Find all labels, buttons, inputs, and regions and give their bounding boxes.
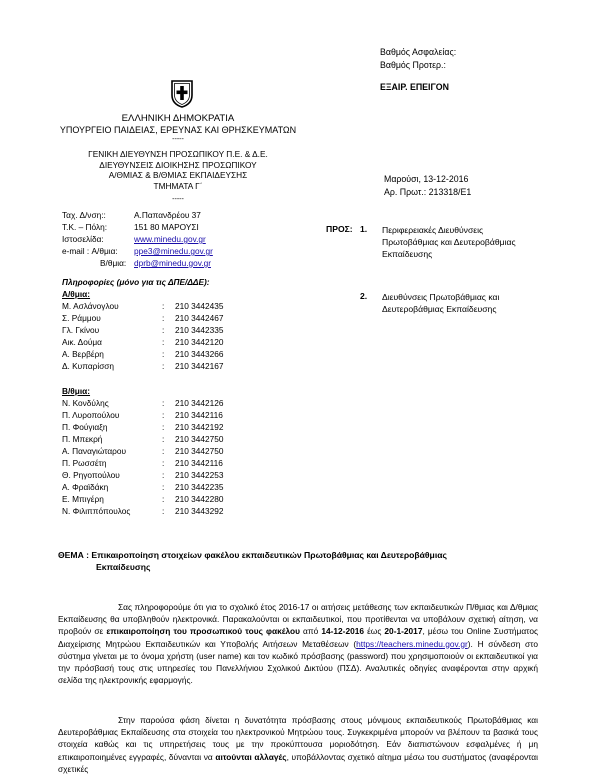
email-label: e-mail : Α/θμια:: [62, 246, 118, 256]
contact-name: Δ. Κυπαρίσση: [62, 361, 115, 371]
body-paragraph-2: [58, 714, 538, 775]
text-run: , υποβάλλοντας σχετικό αίτημα μέσω του συστήματος (αναφέρονται σχετικές: [58, 751, 538, 774]
website-link[interactable]: www.minedu.gov.gr: [134, 234, 206, 244]
contact-row: [62, 338, 302, 348]
colon: :: [162, 434, 165, 444]
security-level: Βαθμός Ασφαλείας:: [380, 47, 457, 57]
contact-phone: 210 3442335: [175, 325, 224, 335]
postal-label: Τ.Κ. – Πόλη:: [62, 222, 108, 232]
colon: :: [162, 422, 165, 432]
colon: :: [162, 446, 165, 456]
contact-name: Α. Φραϊδάκη: [62, 482, 109, 492]
colon: :: [162, 313, 165, 323]
email-secondary-link[interactable]: dprb@minedu.gov.gr: [134, 258, 211, 268]
document-date: Μαρούσι, 13-12-2016: [384, 174, 469, 184]
contact-phone: 210 3442116: [175, 410, 223, 420]
address-label: Ταχ. Δ/νση::: [62, 210, 106, 220]
subject-line-continued: Εκπαίδευσης: [96, 562, 151, 572]
contact-phone: 210 3442126: [175, 398, 224, 408]
recipient-line: Δευτεροβάθμιας Εκπαίδευσης: [382, 304, 497, 314]
contact-name: Π. Ρωσσέτη: [62, 458, 107, 468]
text-run: από: [300, 626, 322, 637]
contact-phone: 210 3442280: [175, 494, 224, 504]
body-paragraph-1: [58, 601, 538, 686]
contact-row: [62, 350, 302, 360]
contact-name: Θ. Ρηγοπούλου: [62, 470, 120, 480]
text-run: , μέσω του Online Συστήματος Διαχείρισης Μητρώου Εκπαιδευτικών και Υποβολής Αιτήσεων Μεταθέσεων (: [58, 626, 539, 649]
protocol-number: Αρ. Πρωτ.: 213318/Ε1: [384, 187, 472, 197]
colon: :: [162, 301, 165, 311]
text-run: ). Η σύνδεση στο σύστημα γίνεται με το όνομα χρήστη (user name) και τον κωδικό πρόσβασης (password) που χρησιμοποιούν οι εκπαιδευτικοί για την πρόσβασή τους στις υπηρεσίες του Πανελλήνιου Σχολικού Δικτύου (ΠΣΔ). Αναλυτικές οδηγίες αναφέρονται στην αρχική σελίδα της ηλεκτρονικής εφαρμογής.: [58, 638, 538, 686]
contact-row: [62, 459, 302, 469]
colon: :: [162, 398, 165, 408]
contact-row: [62, 483, 302, 493]
colon: :: [162, 325, 165, 335]
contact-name: Ν. Κονδύλης: [62, 398, 109, 408]
contact-phone: 210 3442253: [175, 470, 224, 480]
recipient-number: 1.: [360, 224, 368, 234]
postal-value: 151 80 ΜΑΡΟΥΣΙ: [134, 222, 199, 232]
contact-phone: 210 3442467: [175, 313, 224, 323]
contact-name: Α. Βερβέρη: [62, 349, 104, 359]
colon: :: [162, 349, 165, 359]
text-run: έως: [364, 626, 385, 637]
colon: :: [162, 337, 165, 347]
priority-level: Βαθμός Προτερ.:: [380, 60, 446, 70]
contact-phone: 210 3442116: [175, 458, 223, 468]
contact-phone: 210 3442120: [175, 337, 224, 347]
secondary-heading: Β/θμια:: [62, 386, 91, 396]
separator: -----: [172, 196, 184, 203]
contact-name: Π. Φούγιαξη: [62, 422, 108, 432]
end-date: 20-1-2017: [384, 626, 423, 637]
contact-phone: 210 3442750: [175, 446, 224, 456]
teachers-portal-link[interactable]: https://teachers.minedu.gov.gr: [356, 638, 468, 649]
dept-line: ΔΙΕΥΘΥΝΣΕΙΣ ΔΙΟΙΚΗΣΗΣ ΠΡΟΣΩΠΙΚΟΥ: [99, 159, 257, 170]
separator: -----: [172, 136, 184, 143]
contact-row: [62, 326, 302, 336]
recipient-2: [382, 291, 499, 315]
contact-phone: 210 3443266: [175, 349, 224, 359]
contact-row: [62, 362, 302, 372]
contact-name: Σ. Ράμμου: [62, 313, 101, 323]
contact-row: [62, 495, 302, 505]
dept-line: Α/ΘΜΙΑΣ & Β/ΘΜΙΑΣ ΕΚΠΑΙΔΕΥΣΗΣ: [108, 170, 248, 180]
address-value: Α.Παπανδρέου 37: [134, 210, 201, 220]
recipient-line: Πρωτοβάθμιας και Δευτεροβάθμιας: [382, 237, 516, 247]
colon: :: [162, 470, 165, 480]
recipient-line: Διευθύνσεις Πρωτοβάθμιας και: [382, 292, 500, 302]
department-block: [20, 149, 336, 191]
dept-line: ΤΜΗΜΑΤΑ Γ΄: [153, 180, 203, 191]
urgent-label: ΕΞΑΙΡ. ΕΠΕΙΓΟΝ: [380, 82, 449, 92]
text-run: Σας πληροφορούμε ότι για το σχολικό έτος 2016-17 οι αιτήσεις μετάθεσης των εκπαιδευτικών Π/θμιας και Δ/θμιας Εκπαίδευσης θα υποβληθούν ηλεκτρονικά. Παρακαλούνται οι εκπαιδευτικοί, που προτίθενται να υποβάλουν σχετική αίτηση, να προβούν σε: [58, 602, 538, 637]
emphasis-text: επικαιροποίηση του προσωπικού τους φακέλου: [106, 626, 300, 637]
contact-name: Ν. Φιλιππόπουλος: [62, 506, 131, 516]
contact-phone: 210 3442192: [175, 422, 224, 432]
republic-title: ΕΛΛΗΝΙΚΗ ΔΗΜΟΚΡΑΤΙΑ: [121, 113, 235, 124]
contact-phone: 210 3442167: [175, 361, 224, 371]
recipients-label: ΠΡΟΣ:: [326, 224, 353, 234]
colon: :: [162, 458, 165, 468]
colon: :: [162, 494, 165, 504]
contact-name: Α. Παναγιώταρου: [62, 446, 127, 456]
website-label: Ιστοσελίδα:: [62, 234, 104, 244]
greek-emblem-icon: [168, 78, 196, 108]
contact-row: [62, 302, 302, 312]
contact-row: [62, 423, 302, 433]
contact-row: [62, 314, 302, 324]
colon: :: [162, 506, 165, 516]
contact-name: Π. Μπεκρή: [62, 434, 103, 444]
recipient-1: [382, 224, 516, 260]
info-heading: Πληροφορίες (μόνο για τις ΔΠΕ/ΔΔΕ):: [62, 277, 210, 287]
contact-phone: 210 3442435: [175, 301, 224, 311]
colon: :: [162, 361, 165, 371]
contact-name: Π. Λυροπούλου: [62, 410, 120, 420]
email-secondary-label: Β/θμια:: [100, 258, 127, 268]
contact-name: Αικ. Δούμα: [62, 337, 102, 347]
contact-row: [62, 399, 302, 409]
recipient-line: Περιφερειακές Διευθύνσεις: [382, 225, 484, 235]
text-run: Στην παρούσα φάση δίνεται η δυνατότητα πρόσβασης στους μόνιμους εκπαιδευτικούς Πρωτοβάθμιας και Δευτεροβάθμιας Εκπαίδευσης στα στοιχεία του ηλεκτρονικού Μητρώου τους. Συγκεκριμένα μπορούν να βλέπουν τα βασικά τους στοιχεία καθώς και τις υπηρετήσεις τους με την προκύπτουσα μοριοδότηση. Εάν διαπιστώνουν εσφαλμένες ή μη επικαιροποιημένες εγγραφές, δύνανται να: [58, 715, 538, 762]
contact-row: [62, 447, 302, 457]
start-date: 14-12-2016: [321, 626, 365, 637]
contact-name: Ε. Μπιγέρη: [62, 494, 104, 504]
contact-row: [62, 507, 302, 517]
email-primary-link[interactable]: ppe3@minedu.gov.gr: [134, 246, 213, 256]
subject-line: ΘΕΜΑ : Επικαιροποίηση στοιχείων φακέλου εκπαιδευτικών Πρωτοβάθμιας και Δευτεροβάθμιας: [58, 550, 447, 560]
ministry-title: ΥΠΟΥΡΓΕΙΟ ΠΑΙΔΕΙΑΣ, ΕΡΕΥΝΑΣ ΚΑΙ ΘΡΗΣΚΕΥΜΑΤΩΝ: [59, 125, 297, 135]
contact-row: [62, 435, 302, 445]
emphasis-text: αιτούνται αλλαγές: [215, 751, 287, 762]
contact-row: [62, 411, 302, 421]
primary-heading: Α/θμια:: [62, 289, 91, 299]
colon: :: [162, 482, 165, 492]
dept-line: ΓΕΝΙΚΗ ΔΙΕΥΘΥΝΣΗ ΠΡΟΣΩΠΙΚΟΥ Π.Ε. & Δ.Ε.: [88, 149, 268, 159]
recipient-number: 2.: [360, 291, 368, 301]
contact-name: Μ. Ασλάνογλου: [62, 301, 119, 311]
contact-row: [62, 471, 302, 481]
contact-phone: 210 3442235: [175, 482, 224, 492]
colon: :: [162, 410, 165, 420]
contact-phone: 210 3443292: [175, 506, 224, 516]
contact-phone: 210 3442750: [175, 434, 224, 444]
recipient-line: Εκπαίδευσης: [382, 249, 433, 259]
contact-name: Γλ. Γκίνου: [62, 325, 100, 335]
